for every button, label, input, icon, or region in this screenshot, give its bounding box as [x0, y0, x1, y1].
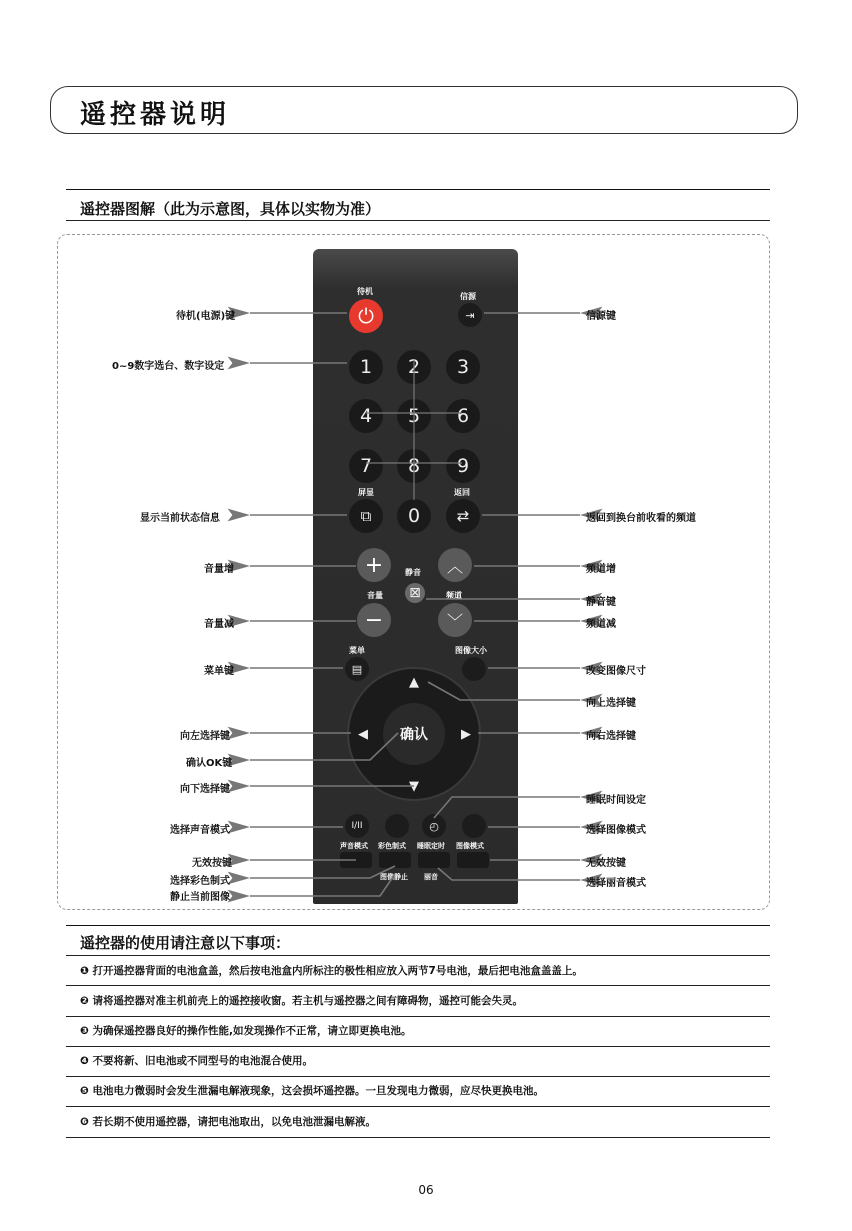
- note-item: ❸ 为确保遥控器良好的操作性能,如发现操作不正常，请立即更换电池。: [80, 1025, 412, 1037]
- divider: [66, 1016, 770, 1017]
- label-ok: 确认OK键: [186, 758, 233, 769]
- ok-button[interactable]: 确认: [383, 703, 445, 765]
- note-item: ❺ 电池电力微弱时会发生泄漏电解液现象，这会损坏遥控器。一旦发现电力微弱，应尽快更换电池。: [80, 1085, 545, 1097]
- power-label: 待机: [357, 287, 373, 296]
- clock-icon: ◴: [429, 819, 439, 833]
- digit-7-button[interactable]: 7: [349, 449, 383, 483]
- sleep-timer-label: 睡眠定时: [417, 842, 445, 850]
- return-icon: ⇄: [456, 507, 470, 525]
- picture-size-label: 图像大小: [455, 646, 487, 655]
- source-label: 信源: [460, 292, 476, 301]
- label-picture-mode: 选择图像模式: [586, 825, 646, 836]
- divider: [66, 1046, 770, 1047]
- triangle-right-icon: ▶: [461, 726, 471, 742]
- freeze-label: 图像静止: [380, 873, 408, 881]
- divider: [66, 955, 770, 956]
- minus-icon: −: [364, 607, 384, 633]
- divider: [66, 925, 770, 926]
- notes-heading: 遥控器的使用请注意以下事项：: [80, 934, 291, 952]
- label-sleep: 睡眠时间设定: [586, 795, 646, 806]
- digit-9-button[interactable]: 9: [446, 449, 480, 483]
- channel-label: 频道: [446, 591, 462, 600]
- sound-mode-label: 声音模式: [340, 842, 368, 850]
- label-freeze: 静止当前图像: [170, 892, 230, 903]
- mute-label: 静音: [405, 568, 421, 577]
- label-volume-up: 音量增: [204, 564, 234, 575]
- label-down: 向下选择键: [180, 784, 230, 795]
- label-display: 显示当前状态信息: [140, 513, 220, 524]
- return-label: 返回: [454, 488, 470, 497]
- menu-label: 菜单: [349, 646, 365, 655]
- page-number: 06: [418, 1183, 434, 1197]
- color-mode-label: 彩色制式: [378, 842, 406, 850]
- volume-label: 音量: [367, 591, 383, 600]
- label-channel-down: 频道减: [586, 619, 616, 630]
- label-sound: 选择声音模式: [170, 825, 230, 836]
- page-title: 遥控器说明: [80, 100, 231, 130]
- power-icon: ⏻: [358, 304, 374, 328]
- label-return: 返回到换台前收看的频道: [586, 513, 696, 524]
- triangle-up-icon: ▲: [409, 674, 419, 690]
- label-channel-up: 频道增: [586, 564, 616, 575]
- label-power: 待机(电源)键: [176, 311, 236, 322]
- info-icon: ⧉: [360, 507, 372, 525]
- label-digits: 0~9数字选台、数字设定: [112, 361, 225, 372]
- sound-icon: I/II: [351, 821, 363, 831]
- label-menu: 菜单键: [204, 666, 234, 677]
- divider: [66, 1137, 770, 1138]
- digit-4-button[interactable]: 4: [349, 399, 383, 433]
- note-item: ❶ 打开遥控器背面的电池盒盖，然后按电池盒内所标注的极性相应放入两节7号电池，最后把电池盒盖盖上。: [80, 965, 583, 977]
- input-icon: ⇥: [465, 308, 475, 322]
- label-left: 向左选择键: [180, 731, 230, 742]
- label-up: 向上选择键: [586, 698, 636, 709]
- plus-icon: +: [364, 552, 384, 578]
- note-item: ❹ 不要将新、旧电池或不同型号的电池混合使用。: [80, 1055, 314, 1067]
- note-item: ❻ 若长期不使用遥控器，请把电池取出，以免电池泄漏电解液。: [80, 1116, 377, 1128]
- display-label: 屏显: [358, 488, 374, 497]
- label-source: 信源键: [586, 311, 616, 322]
- label-invalid: 无效按键: [192, 858, 232, 869]
- divider: [66, 985, 770, 986]
- picture-mode-label: 图像模式: [456, 842, 484, 850]
- digit-2-button[interactable]: 2: [397, 350, 431, 384]
- digit-1-button[interactable]: 1: [349, 350, 383, 384]
- triangle-left-icon: ◀: [358, 726, 368, 742]
- mute-icon: ⊠: [409, 585, 421, 601]
- diagram-heading: 遥控器图解（此为示意图，具体以实物为准）: [80, 200, 381, 218]
- note-item: ❷ 请将遥控器对准主机前壳上的遥控接收窗。若主机与遥控器之间有障碍物，遥控可能会失灵。: [80, 995, 524, 1007]
- label-invalid-right: 无效按键: [586, 858, 626, 869]
- label-right: 向右选择键: [586, 731, 636, 742]
- digit-8-button[interactable]: 8: [397, 449, 431, 483]
- label-color: 选择彩色制式: [170, 876, 230, 887]
- audio-label: 丽音: [424, 873, 438, 881]
- chevron-down-icon: ﹀: [446, 611, 463, 631]
- divider: [66, 1106, 770, 1107]
- label-picture-size: 改变图像尺寸: [586, 666, 646, 677]
- digit-3-button[interactable]: 3: [446, 350, 480, 384]
- label-audio: 选择丽音模式: [586, 878, 646, 889]
- digit-0-button[interactable]: 0: [397, 499, 431, 533]
- label-mute: 静音键: [586, 597, 616, 608]
- triangle-down-icon: ▼: [409, 778, 419, 794]
- chevron-up-icon: ︿: [446, 556, 463, 576]
- label-volume-down: 音量减: [204, 619, 234, 630]
- digit-6-button[interactable]: 6: [446, 399, 480, 433]
- divider: [66, 1076, 770, 1077]
- menu-icon: ▤: [351, 662, 363, 676]
- digit-5-button[interactable]: 5: [397, 399, 431, 433]
